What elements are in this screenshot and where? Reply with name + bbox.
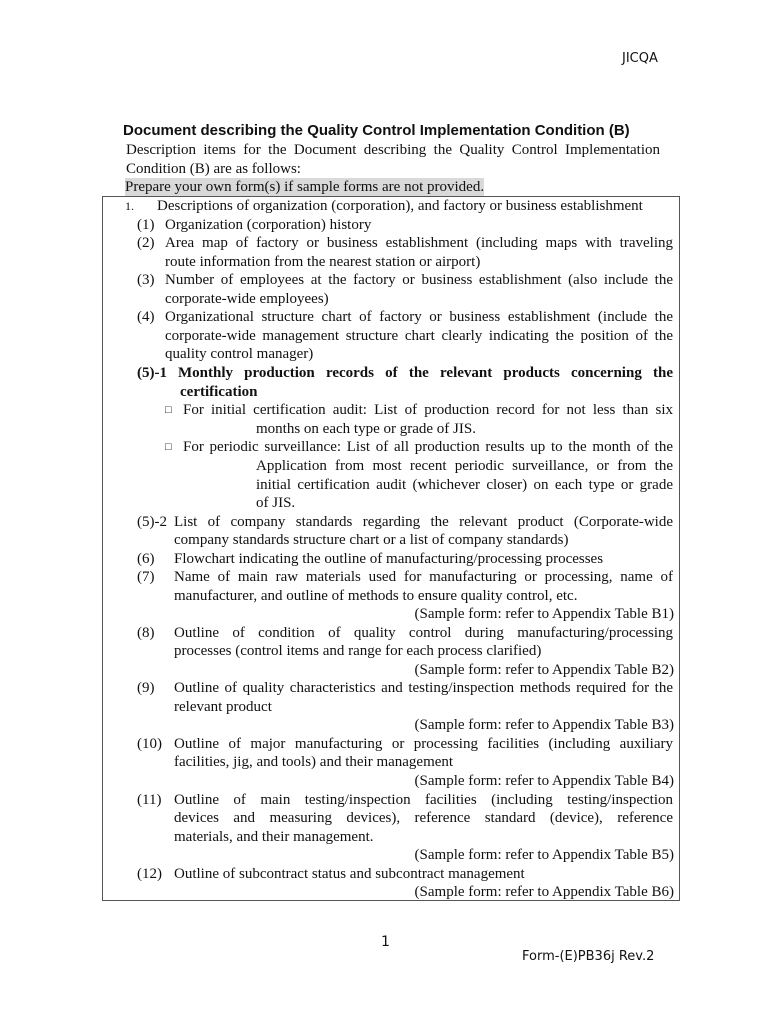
item-4-line-2: corporate-wide management structure chart clearly indicating the position of the bbox=[165, 328, 673, 344]
document-title: Document describing the Quality Control Implementation Condition (B) bbox=[123, 122, 630, 139]
bullet-1-line-1: For initial certification audit: List of production record for not less than six bbox=[183, 402, 673, 418]
item-4-line-3: quality control manager) bbox=[165, 346, 314, 362]
checkbox-icon: □ bbox=[165, 441, 172, 453]
item-5-1-number: (5)-1 bbox=[137, 365, 167, 381]
item-10-sample-ref: (Sample form: refer to Appendix Table B4) bbox=[414, 773, 674, 789]
item-12-number: (12) bbox=[137, 866, 162, 882]
intro-text: Description items for the Document describing the Quality Control Implementation Condition (B) are as follows: bbox=[126, 142, 660, 177]
item-11-sample-ref: (Sample form: refer to Appendix Table B5) bbox=[414, 847, 674, 863]
item-8-number: (8) bbox=[137, 625, 155, 641]
bullet-2-line-2: Application from most recent periodic surveillance, or from the bbox=[256, 458, 673, 474]
item-7-line-1: Name of main raw materials used for manufacturing or processing, name of bbox=[174, 569, 673, 585]
checkbox-icon: □ bbox=[165, 404, 172, 416]
bullet-1-line-2: months on each type or grade of JIS. bbox=[256, 421, 476, 437]
item-12-sample-ref: (Sample form: refer to Appendix Table B6) bbox=[414, 884, 674, 900]
item-12-text: Outline of subcontract status and subcontract management bbox=[174, 866, 525, 882]
item-5-2-line-1: List of company standards regarding the relevant product (Corporate-wide bbox=[174, 514, 673, 530]
item-11-line-2: devices and measuring devices), reference standard (device), reference bbox=[174, 810, 673, 826]
item-5-2-number: (5)-2 bbox=[137, 514, 167, 530]
item-6-text: Flowchart indicating the outline of manufacturing/processing processes bbox=[174, 551, 604, 567]
item-9-line-2: relevant product bbox=[174, 699, 272, 715]
item-1-text: Organization (corporation) history bbox=[165, 217, 372, 233]
item-7-sample-ref: (Sample form: refer to Appendix Table B1) bbox=[414, 606, 674, 622]
item-4-number: (4) bbox=[137, 309, 155, 325]
form-number: Form-(E)PB36j Rev.2 bbox=[522, 949, 655, 964]
item-3-number: (3) bbox=[137, 272, 155, 288]
item-6-number: (6) bbox=[137, 551, 155, 567]
prepare-note: Prepare your own form(s) if sample forms are not provided. bbox=[125, 179, 485, 195]
item-11-line-3: materials, and their management. bbox=[174, 829, 374, 845]
item-5-2-line-2: company standards structure chart or a list of company standards) bbox=[174, 532, 569, 548]
item-11-number: (11) bbox=[137, 792, 162, 808]
item-9-sample-ref: (Sample form: refer to Appendix Table B3) bbox=[414, 717, 674, 733]
item-8-line-2: processes (control items and range for each process clarified) bbox=[174, 643, 542, 659]
bullet-2-line-4: of JIS. bbox=[256, 495, 296, 511]
item-10-line-1: Outline of major manufacturing or processing facilities (including auxiliary bbox=[174, 736, 673, 752]
item-3-line-1: Number of employees at the factory or business establishment (also include the bbox=[165, 272, 673, 288]
item-2-number: (2) bbox=[137, 235, 155, 251]
item-8-line-1: Outline of condition of quality control during manufacturing/processing bbox=[174, 625, 673, 641]
bullet-2-line-1: For periodic surveillance: List of all production results up to the month of the bbox=[183, 439, 673, 455]
item-9-number: (9) bbox=[137, 680, 155, 696]
item-5-1-line-1: Monthly production records of the relevant products concerning the bbox=[178, 365, 673, 381]
item-8-sample-ref: (Sample form: refer to Appendix Table B2) bbox=[414, 662, 674, 678]
item-1-number: (1) bbox=[137, 217, 155, 233]
bullet-2-line-3: initial certification audit (whichever closer) on each type or grade bbox=[256, 477, 673, 493]
section-heading: Descriptions of organization (corporation), and factory or business establishment bbox=[157, 198, 643, 214]
page-number: 1 bbox=[381, 934, 390, 950]
item-7-number: (7) bbox=[137, 569, 155, 585]
item-5-1-line-2: certification bbox=[180, 384, 258, 400]
item-4-line-1: Organizational structure chart of factory or business establishment (include the bbox=[165, 309, 673, 325]
item-9-line-1: Outline of quality characteristics and testing/inspection methods required for the bbox=[174, 680, 673, 696]
item-2-line-2: route information from the nearest station or airport) bbox=[165, 254, 481, 270]
item-7-line-2: manufacturer, and outline of methods to ensure quality control, etc. bbox=[174, 588, 578, 604]
item-3-line-2: corporate-wide employees) bbox=[165, 291, 329, 307]
item-2-line-1: Area map of factory or business establishment (including maps with traveling bbox=[165, 235, 673, 251]
item-11-line-1: Outline of main testing/inspection facilities (including testing/inspection bbox=[174, 792, 673, 808]
section-number: 1. bbox=[125, 199, 134, 213]
header-org: JICQA bbox=[622, 51, 658, 66]
item-10-line-2: facilities, jig, and tools) and their management bbox=[174, 754, 454, 770]
item-10-number: (10) bbox=[137, 736, 162, 752]
